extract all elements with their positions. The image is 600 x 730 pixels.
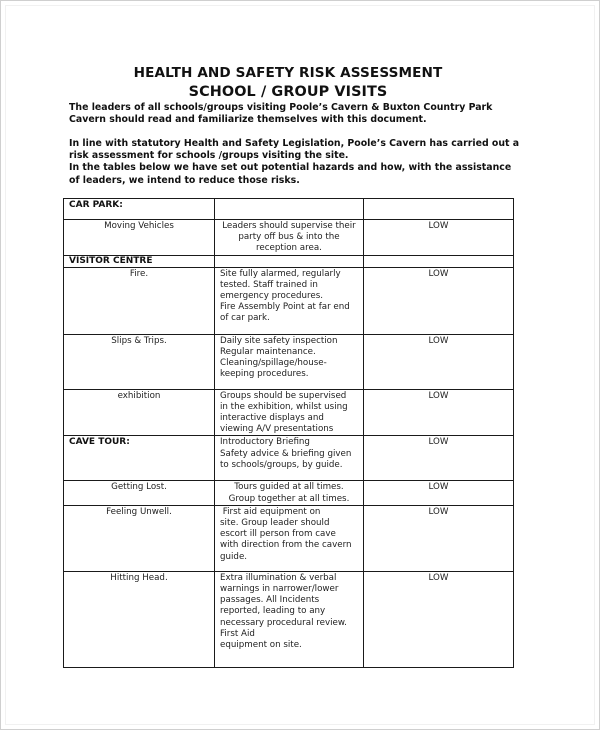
section-label: CAR PARK:: [64, 199, 215, 220]
control-line: guide.: [220, 551, 248, 562]
control-line: First aid equipment on: [220, 506, 321, 517]
control-line: Leaders should supervise their: [222, 221, 356, 231]
control-cell: [215, 334, 364, 389]
risk-rating-cell: LOW: [364, 481, 514, 505]
control-line: viewing A/V presentations: [220, 424, 334, 435]
empty-cell: [364, 199, 514, 220]
control-line: necessary procedural review.: [220, 617, 347, 628]
control-line: interactive displays and: [220, 413, 324, 424]
control-cell: [215, 389, 364, 436]
control-cell: [215, 267, 364, 334]
control-line: escort ill person from cave: [220, 529, 336, 540]
hazard-cell: Getting Lost.: [64, 481, 215, 505]
control-line: with direction from the cavern: [220, 540, 352, 551]
control-line: reception area.: [256, 243, 322, 254]
hazard-cell: Moving Vehicles: [64, 220, 215, 256]
table-row-getting-lost: [64, 481, 514, 505]
table-row-feeling-unwell: [64, 505, 514, 571]
control-line: Group together at all times.: [228, 493, 350, 504]
table-row-exhibition: [64, 389, 514, 436]
control-line: tested. Staff trained in: [220, 279, 318, 290]
control-line: reported, leading to any: [220, 606, 326, 617]
control-line: Tours guided at all times.: [234, 482, 344, 493]
section-label: CAVE TOUR:: [64, 436, 215, 481]
section-row-cave-tour: [64, 436, 514, 481]
intro-line: In the tables below we have set out potential hazards and how, with the assistance: [69, 162, 512, 174]
risk-rating-cell: LOW: [364, 220, 514, 256]
empty-cell: [215, 199, 364, 220]
intro-line: of leaders, we intend to reduce those risks.: [69, 174, 300, 186]
control-line: Introductory Briefing: [220, 437, 310, 448]
risk-rating-cell: LOW: [364, 267, 514, 334]
intro-line: The leaders of all schools/groups visiting Poole’s Cavern & Buxton Country Park: [69, 102, 493, 113]
control-line: warnings in narrower/lower: [220, 584, 339, 595]
control-line: Extra illumination & verbal: [220, 572, 337, 583]
control-line: of car park.: [220, 313, 270, 324]
control-line: Site fully alarmed, regularly: [220, 268, 341, 279]
control-line: Groups should be supervised: [220, 390, 347, 401]
intro-paragraph-1: [69, 102, 539, 126]
risk-rating-cell: LOW: [364, 505, 514, 571]
table-row-moving-vehicles: [64, 220, 514, 256]
control-line: Fire Assembly Point at far end: [220, 302, 350, 313]
control-line: passages. All Incidents: [220, 595, 320, 606]
control-cell: [215, 571, 364, 667]
control-cell: [215, 220, 364, 256]
hazard-cell: Fire.: [64, 267, 215, 334]
risk-rating-cell: LOW: [364, 571, 514, 667]
risk-rating-cell: LOW: [364, 389, 514, 436]
control-line: Cleaning/spillage/house-: [220, 358, 327, 369]
hazard-cell: Feeling Unwell.: [64, 505, 215, 571]
control-line: keeping procedures.: [220, 369, 309, 380]
intro-line: In line with statutory Health and Safety Legislation, Poole’s Cavern has carried out a: [69, 138, 520, 149]
section-row-visitor-centre: [64, 255, 514, 267]
hazard-cell: Slips & Trips.: [64, 334, 215, 389]
control-line: First Aid: [220, 628, 255, 639]
document-subtitle: SCHOOL / GROUP VISITS: [188, 84, 388, 100]
document-title: HEALTH AND SAFETY RISK ASSESSMENT: [133, 65, 443, 81]
risk-rating-cell: LOW: [364, 334, 514, 389]
control-line: emergency procedures.: [220, 291, 323, 302]
intro-line: risk assessment for schools /groups visiting the site.: [69, 150, 349, 162]
control-line: equipment on site.: [220, 640, 302, 651]
intro-line: Cavern should read and familiarize themselves with this document.: [69, 114, 427, 126]
risk-assessment-table: [63, 198, 514, 668]
control-line: to schools/groups, by guide.: [220, 459, 343, 470]
control-line: party off bus & into the: [238, 232, 340, 243]
section-row-car-park: [64, 199, 514, 220]
table-row-slips-trips: [64, 334, 514, 389]
control-cell: [215, 505, 364, 571]
table-row-fire: [64, 267, 514, 334]
hazard-cell: Hitting Head.: [64, 571, 215, 667]
control-cell: [215, 481, 364, 505]
control-line: in the exhibition, whilst using: [220, 401, 348, 412]
intro-paragraph-2: [69, 138, 539, 187]
risk-rating-cell: LOW: [364, 436, 514, 481]
control-line: site. Group leader should: [220, 518, 330, 529]
empty-cell: [215, 255, 364, 267]
control-cell: [215, 436, 364, 481]
table-row-hitting-head: [64, 571, 514, 667]
control-line: Regular maintenance.: [220, 346, 316, 357]
control-line: Safety advice & briefing given: [220, 448, 352, 459]
hazard-cell: exhibition: [64, 389, 215, 436]
section-label: VISITOR CENTRE: [64, 255, 215, 267]
empty-cell: [364, 255, 514, 267]
control-line: Daily site safety inspection: [220, 335, 338, 346]
